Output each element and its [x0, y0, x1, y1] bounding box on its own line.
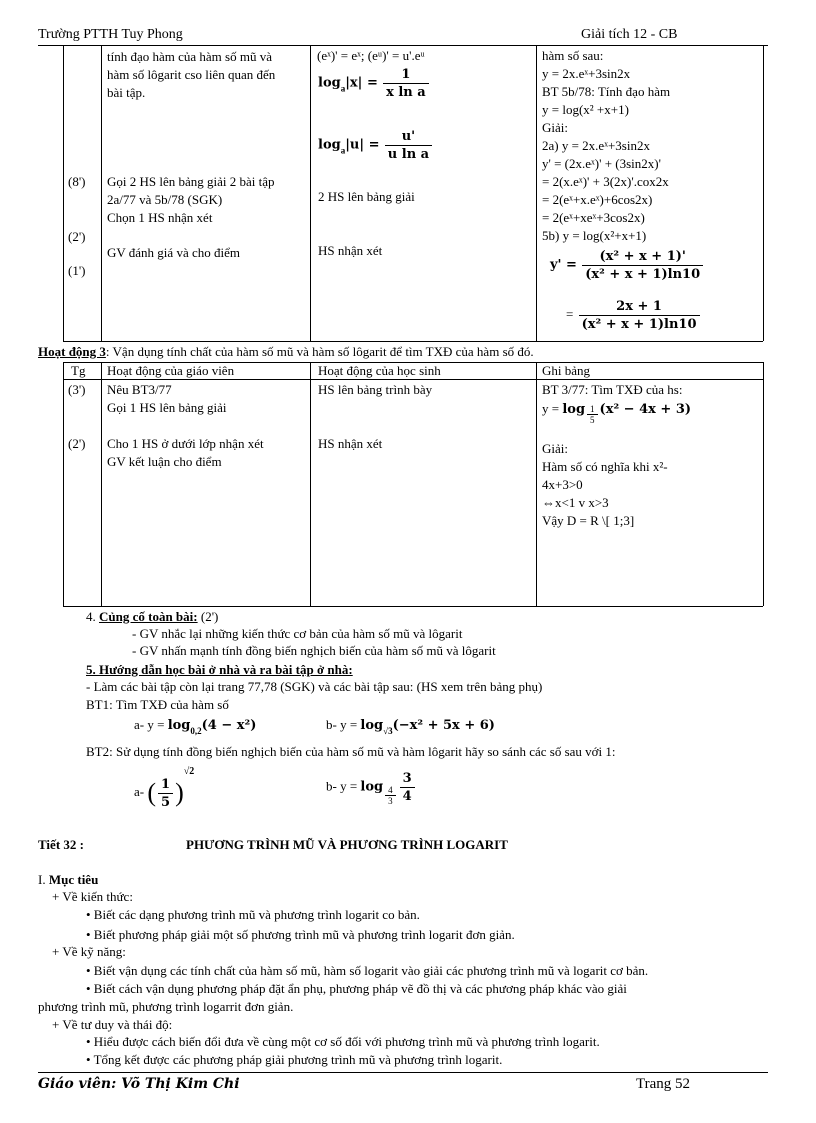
activity-3-heading: Hoạt động 3: Vận dụng tính chất của hàm số mũ và hàm số lôgarit để tìm TXĐ của hàm số đó. — [38, 344, 534, 359]
bt2b-formula: b- y = log $\frac{4}{3}$ $\frac{3}{4}$ — [326, 770, 417, 806]
section-4-heading: 4. Củng cố toàn bài: (2') — [86, 609, 219, 624]
t1-derivative-2: = $\frac{2x + 1}{\text{(x² + x + 1)ln10}}$ — [566, 298, 702, 333]
t1-time-1: (8') — [68, 174, 86, 189]
goals-attitude: + Về tư duy và thái độ: — [52, 1017, 173, 1032]
t1-formula-log-x: $\log_a|x|$ = $\frac{1}{\text{x ln a}}$ — [318, 66, 431, 101]
goals-knowledge: + Về kiến thức: — [52, 889, 133, 904]
t2-header-time: Tg — [71, 363, 86, 378]
t2-notes-line1: BT 3/77: Tìm TXĐ của hs: — [542, 382, 683, 397]
t1-time-3: (1') — [68, 263, 86, 278]
t2-notes-formula: y = log $\frac{1}{5}$ (x² − 4x + 3) — [542, 401, 692, 425]
t2-header-teacher: Hoạt động của giáo viên — [107, 363, 235, 378]
goals-skill-2b: phương trình mũ, phương trình logarrit đơn giản. — [38, 999, 294, 1014]
footer-rule — [38, 1072, 768, 1073]
t1-teacher-text: tính đạo hàm của hàm số mũ và hàm số lôgarit cso liên quan đến bài tập. — [107, 49, 276, 100]
t1-formula-line: (eˣ)' = eˣ; (eᵘ)' = u'.eᵘ — [317, 48, 425, 63]
bt1a-formula: a- $y = \log_{0,2}(4 - x^2)$ — [134, 717, 257, 736]
goals-attitude-2: • Tổng kết được các phương pháp giải phương trình mũ và phương trình logarit. — [86, 1052, 503, 1067]
section-4-item-2: - GV nhấn mạnh tính đồng biến nghịch biến của hàm số mũ và lôgarit — [132, 643, 496, 658]
goals-attitude-1: • Hiểu được cách biến đổi đưa về cùng một cơ số đối với phương trình mũ và phương trình logarit. — [86, 1034, 600, 1049]
lesson-title: PHƯƠNG TRÌNH MŨ VÀ PHƯƠNG TRÌNH LOGARIT — [186, 837, 508, 852]
subject-title: Giải tích 12 - CB — [581, 27, 678, 42]
goals-skill-2a: • Biết cách vận dụng phương pháp đặt ẩn phụ, phương pháp vẽ đồ thị và các phương pháp khác vào giải — [86, 981, 627, 996]
goals-knowledge-1: • Biết các dạng phương trình mũ và phương trình logarit co bản. — [86, 907, 420, 922]
bt2-label: BT2: Sử dụng tính đồng biến nghịch biến của hàm số mũ và hàm lôgarit hãy so sánh các số sau với 1: — [86, 744, 616, 759]
t1-student-review: HS nhận xét — [318, 243, 383, 258]
t1-formula-log-u: $\log_a|u|$ = $\frac{u'}{\text{u ln a}}$ — [318, 128, 434, 163]
t1-student-solve: 2 HS lên bảng giải — [318, 189, 415, 204]
t2-teacher-1: Nêu BT3/77 Gọi 1 HS lên bảng giải — [107, 382, 227, 415]
bt1b-formula: b- $y = \log_{√3}(-x^2 + 5x + 6)$ — [326, 717, 495, 736]
t2-notes-solution: Giải: Hàm số có nghĩa khi x²- 4x+3>0 ⇔x<1 v x>3 Vậy D = R \[ 1;3] — [542, 441, 668, 528]
goals-title: I. Mục tiêu — [38, 872, 99, 887]
section-5-line1: - Làm các bài tập còn lại trang 77,78 (SGK) và các bài tập sau: (HS xem trên bảng phụ) — [86, 679, 543, 694]
t1-derivative-1: y' = $\frac{\text{(x² + x + 1)'}}{\text{(x² + x + 1)ln10}}$ — [550, 248, 705, 283]
t2-student-1: HS lên bảng trình bày — [318, 382, 433, 397]
t2-teacher-2: Cho 1 HS ở dưới lớp nhận xét GV kết luận cho điểm — [107, 436, 264, 469]
t2-time-1: (3') — [68, 382, 86, 397]
t2-time-2: (2') — [68, 436, 86, 451]
t2-header-notes: Ghi bảng — [542, 363, 591, 378]
page-number: Trang 52 — [636, 1076, 691, 1092]
t2-header-student: Hoạt động của học sinh — [318, 363, 441, 378]
lesson-label: Tiết 32 : — [38, 837, 84, 852]
teacher-signature: Giáo viên: Võ Thị Kim Chi — [38, 1076, 240, 1092]
bt2a-formula: a- ( $\frac{1}{5}$ )$^{√2}$ — [134, 766, 195, 810]
t1-time-2: (2') — [68, 229, 86, 244]
goals-knowledge-2: • Biết phương pháp giải một số phương trình mũ và phương trình logarit đơn giản. — [86, 927, 515, 942]
goals-skill-1: • Biết vận dụng các tính chất của hàm số mũ, hàm số logarit vào giải các phương trình mũ và logarit cơ bản. — [86, 963, 649, 978]
section-5-heading: 5. Hướng dẫn học bài ở nhà và ra bài tập ở nhà: — [86, 662, 353, 677]
t1-notes: hàm số sau: y = 2x.eˣ+3sin2x BT 5b/78: Tính đạo hàm y = log(x² +x+1) Giải: 2a) y = 2x.eˣ+3sin2x y' = (2x.eˣ)' + (3sin2x)' = 2(x.eˣ)' + 3(2x)'.cox2x = 2(eˣ+x.eˣ)+6cos2x) = 2(eˣ+xeˣ+3cos2x) 5b) y = log(x²+x+1) — [542, 48, 671, 243]
header-rule — [38, 45, 768, 46]
t1-teacher-eval: GV đánh giá và cho điểm — [107, 245, 240, 260]
goals-skills: + Về kỹ năng: — [52, 944, 126, 959]
t1-teacher-text-2: Gọi 2 HS lên bảng giải 2 bài tập 2a/77 và 5b/78 (SGK) Chọn 1 HS nhận xét — [107, 174, 275, 225]
bt1-label: BT1: Tìm TXĐ của hàm số — [86, 697, 229, 712]
t2-student-2: HS nhận xét — [318, 436, 383, 451]
school-name: Trường PTTH Tuy Phong — [38, 27, 183, 42]
section-4-item-1: - GV nhắc lại những kiến thức cơ bản của hàm số mũ và lôgarit — [132, 626, 463, 641]
